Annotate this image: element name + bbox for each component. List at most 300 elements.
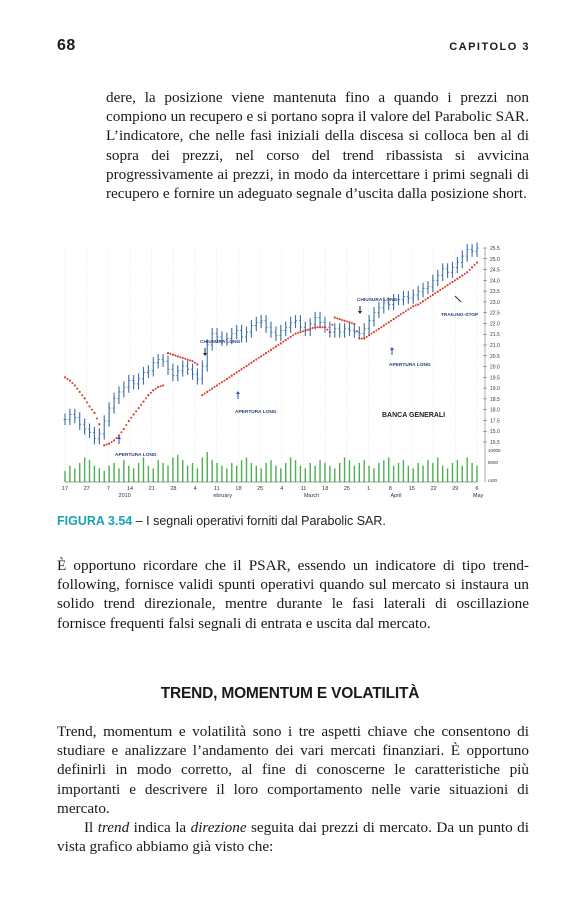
psar-dot (341, 319, 343, 321)
x-tick-label: 4 (280, 486, 284, 492)
psar-dot (196, 363, 198, 365)
psar-dot (429, 296, 431, 298)
psar-dot (397, 315, 399, 317)
x-tick-label: 15 (408, 486, 416, 492)
psar-dot (133, 413, 135, 415)
volume-bar (314, 466, 315, 482)
psar-dot (353, 323, 355, 325)
y-tick-label: 20.0 (490, 364, 500, 371)
psar-dot (69, 379, 71, 381)
psar-dot (240, 368, 242, 370)
psar-dot (280, 342, 282, 344)
psar-dot (302, 330, 304, 332)
psar-dot (265, 352, 267, 354)
psar-dot (268, 350, 270, 352)
annotation-label: APERTURA LONG (389, 363, 431, 368)
psar-dot (93, 412, 95, 414)
x-tick-label: 17 (61, 486, 69, 492)
annotation-label: CHIUSURA LONG (200, 340, 241, 345)
y-axis (483, 246, 501, 483)
psar-dot (390, 320, 392, 322)
volume-bar (275, 466, 276, 482)
y-tick-label: 17.5 (490, 418, 500, 425)
volume-bar (437, 457, 438, 482)
volume-bar (133, 468, 134, 482)
psar-dot (287, 338, 289, 340)
volume-bar (108, 466, 109, 482)
volume-bar (359, 463, 360, 482)
psar-dot (108, 443, 110, 445)
volume-bar (334, 468, 335, 482)
psar-dot (140, 404, 142, 406)
psar-dot (150, 392, 152, 394)
psar-dot (137, 407, 139, 409)
psar-dot (157, 386, 159, 388)
psar-dot (275, 346, 277, 348)
volume-bar (138, 463, 139, 482)
psar-dot (216, 384, 218, 386)
psar-dot (351, 322, 353, 324)
psar-dot (76, 388, 78, 390)
psar-dot (464, 273, 466, 275)
volume-bar (324, 463, 325, 482)
x-tick-label: 11 (213, 486, 220, 492)
volume-bar (270, 460, 271, 482)
psar-dot (446, 284, 448, 286)
y-tick-label: 19.0 (490, 386, 500, 393)
x-tick-label: 25 (343, 486, 350, 492)
psar-dot (106, 443, 108, 445)
annotation-arrowhead (117, 436, 121, 439)
psar-dot (111, 441, 113, 443)
psar-dot (125, 424, 127, 426)
psar-dot (373, 331, 375, 333)
psar-dot (147, 394, 149, 396)
psar-dot (474, 264, 476, 266)
psar-dot (385, 323, 387, 325)
volume-bar (408, 466, 409, 482)
x-tick-label: 25 (257, 486, 264, 492)
psar-dot (243, 367, 245, 369)
psar-dot (142, 400, 144, 402)
psar-dot (388, 321, 390, 323)
psar-dot (375, 329, 377, 331)
psar-dot (425, 299, 427, 301)
volume-bar (319, 460, 320, 482)
psar-dot (432, 294, 434, 296)
psar-dot (361, 338, 363, 340)
psar-dot (182, 357, 184, 359)
psar-dot (439, 289, 441, 291)
volume-bar (432, 463, 433, 482)
figure-caption (57, 514, 386, 528)
volume-bar (398, 463, 399, 482)
volume-bar (260, 468, 261, 482)
y-tick-label: 22.5 (490, 310, 500, 317)
psar-dot (314, 326, 316, 328)
volume-bar (422, 466, 423, 482)
annotation-label: APERTURA LONG (235, 410, 277, 415)
volume-bar (236, 466, 237, 482)
psar-dot (444, 286, 446, 288)
psar-dot (270, 349, 272, 351)
psar-dot (356, 330, 358, 332)
psar-dot (96, 418, 98, 420)
chapter-title: CAPITOLO 3 (449, 41, 530, 53)
y-tick-label: 22.0 (490, 321, 500, 328)
annotation-arrowhead (358, 311, 362, 314)
volume-bar (329, 466, 330, 482)
psar-dot (81, 394, 83, 396)
psar-chart (57, 240, 512, 506)
psar-dot (238, 370, 240, 372)
psar-dot (187, 358, 189, 360)
psar-dot (135, 410, 137, 412)
psar-dot (71, 382, 73, 384)
psar-dot (245, 365, 247, 367)
x-tick-label: 4 (193, 486, 197, 492)
psar-dot (454, 279, 456, 281)
psar-dot (304, 329, 306, 331)
paragraph-4 (57, 818, 529, 856)
x-tick-label: 8 (388, 486, 392, 492)
psar-dot (91, 409, 93, 411)
psar-dot (466, 271, 468, 273)
psar-dot (248, 363, 250, 365)
section-title: TREND, MOMENTUM E VOLATILITÀ (160, 685, 420, 702)
x-tick-label: 21 (148, 486, 155, 492)
x-tick-label: 14 (126, 486, 134, 492)
volume-bar (368, 466, 369, 482)
psar-dot (98, 423, 100, 425)
volume-bar (246, 457, 247, 482)
volume-bar (172, 457, 173, 482)
psar-dot (84, 397, 86, 399)
volume-label: 5000 (488, 460, 499, 465)
psar-dot (219, 383, 221, 385)
x-tick-label: 7 (106, 486, 110, 492)
psar-dot (400, 313, 402, 315)
volume-bar (265, 463, 266, 482)
psar-dot (368, 334, 370, 336)
x-period-label: March (303, 493, 320, 499)
psar-dot (407, 308, 409, 310)
volume-bar (202, 457, 203, 482)
x-tick-label: 18 (322, 486, 329, 492)
psar-dot (145, 397, 147, 399)
psar-dot (451, 281, 453, 283)
volume-bar (285, 463, 286, 482)
psar-dot (120, 431, 122, 433)
psar-dot (297, 332, 299, 334)
psar-dot (250, 362, 252, 364)
x-period-label: April (390, 493, 402, 499)
volume-bar (295, 460, 296, 482)
y-tick-label: 15.5 (490, 440, 500, 446)
volume-bar (79, 463, 80, 482)
x-axis (62, 482, 484, 499)
psar-dot (113, 439, 115, 441)
volume-bar (64, 471, 65, 482)
volume-bar (192, 463, 193, 482)
psar-dot (322, 326, 324, 328)
psar-dot (476, 261, 478, 263)
psar-dot (74, 384, 76, 386)
volume-bar (207, 452, 208, 482)
p4-text-c: seguita dai prezzi di mercato. Da un punto di vista grafico abbiamo già visto che: (57, 819, 529, 856)
psar-dot (206, 391, 208, 393)
volume-bar (216, 463, 217, 482)
psar-dot (456, 278, 458, 280)
caption-label: FIGURA 3.54 (57, 514, 133, 528)
y-tick-label: 23.5 (490, 289, 500, 296)
psar-dot (258, 357, 260, 359)
psar-dot (363, 337, 365, 339)
psar-dot (223, 380, 225, 382)
psar-dot (437, 291, 439, 293)
psar-dot (172, 354, 174, 356)
psar-dot (319, 326, 321, 328)
psar-dot (402, 312, 404, 314)
volume-bar (113, 463, 114, 482)
psar-dot (378, 328, 380, 330)
psar-dot (343, 320, 345, 322)
psar-dot (434, 292, 436, 294)
x-tick-label: 1 (367, 486, 371, 492)
psar-dot (160, 385, 162, 387)
y-tick-label: 24.5 (490, 267, 500, 274)
volume-bar (383, 460, 384, 482)
y-tick-label: 15.0 (490, 429, 500, 436)
volume-bar (226, 468, 227, 482)
volume-bar (89, 460, 90, 482)
annotation-label: APERTURA LONG (115, 453, 157, 458)
psar-dot (211, 388, 213, 390)
annotation-arrow (455, 296, 461, 302)
x-tick-label: 27 (83, 486, 90, 492)
volume-bar (94, 466, 95, 482)
caption-text: – I segnali operativi forniti dal Parabolic SAR. (132, 514, 386, 528)
volume-bar (99, 468, 100, 482)
y-tick-label: 20.5 (490, 353, 500, 360)
psar-dot (236, 371, 238, 373)
psar-dot (393, 318, 395, 320)
psar-dot (233, 373, 235, 375)
psar-dot (263, 354, 265, 356)
psar-dot (427, 297, 429, 299)
psar-dot (371, 333, 373, 335)
volume-bar (143, 457, 144, 482)
volume-bar (128, 466, 129, 482)
y-tick-label: 24.0 (490, 278, 500, 285)
psar-dot (152, 389, 154, 391)
x-period-label: ebruary (213, 493, 232, 499)
volume-bar (167, 466, 168, 482)
volume-bar (310, 463, 311, 482)
psar-dot (282, 341, 284, 343)
paragraph-2: È opportuno ricordare che il PSAR, essendo un indicatore di tipo trend-following, fornisce validi spunti operativi quando sul mercato si instaura un solido trend direzionale, mentre durante le fasi laterali di oscillazione fornisce frequenti falsi segnali di entrata e uscita dal mercato. (57, 557, 529, 632)
psar-dot (162, 384, 164, 386)
p4-text-b: indica la (129, 819, 191, 836)
volume-bar (231, 463, 232, 482)
psar-dot (86, 401, 88, 403)
psar-dot (272, 347, 274, 349)
volume-bar (476, 466, 477, 482)
page-number: 68 (57, 37, 76, 54)
psar-dot (410, 307, 412, 309)
psar-dot (66, 378, 68, 380)
volume-bar (373, 468, 374, 482)
psar-dot (177, 355, 179, 357)
psar-dot (79, 391, 81, 393)
volume-bar (211, 460, 212, 482)
psar-dot (422, 300, 424, 302)
volume-bar (388, 457, 389, 482)
y-tick-label: 21.5 (490, 332, 500, 339)
volume-bar (251, 463, 252, 482)
psar-dot (128, 420, 130, 422)
volume-bar (84, 457, 85, 482)
psar-dot (201, 394, 203, 396)
psar-dot (358, 337, 360, 339)
y-tick-label: 25.5 (490, 246, 500, 252)
volume-bar (471, 463, 472, 482)
volume-bar (417, 463, 418, 482)
psar-dot (412, 305, 414, 307)
volume-bar (393, 466, 394, 482)
psar-dot (380, 326, 382, 328)
p4-term-direzione: direzione (190, 819, 247, 836)
annotation-arrowhead (390, 347, 394, 350)
x-tick-label: 22 (430, 486, 437, 492)
volume-bar (462, 466, 463, 482)
volume-bar (344, 457, 345, 482)
volume-bar (300, 466, 301, 482)
volume-bar (442, 466, 443, 482)
volume-bar (354, 466, 355, 482)
volume-bar (74, 468, 75, 482)
psar-dot (329, 331, 331, 333)
psar-dot (309, 328, 311, 330)
volume-bar (187, 466, 188, 482)
volume-bar (339, 463, 340, 482)
x-tick-label: 6 (475, 486, 479, 492)
psar-dot (214, 386, 216, 388)
volume-bar (363, 460, 364, 482)
y-tick-label: 18.0 (490, 407, 500, 414)
psar-dot (469, 269, 471, 271)
volume-bar (104, 471, 105, 482)
y-tick-label: 18.5 (490, 396, 500, 403)
volume-bar (221, 466, 222, 482)
volume-bar (162, 463, 163, 482)
psar-dot (442, 287, 444, 289)
annotation-label: CHIUSURA LONG (357, 298, 398, 303)
volume-label: ro00 (488, 478, 498, 483)
volume-bar (256, 466, 257, 482)
volume-bar (466, 457, 467, 482)
volume-bar (123, 460, 124, 482)
psar-dot (348, 321, 350, 323)
annotation-label: TRAILING-STOP (441, 313, 479, 318)
psar-dot (471, 266, 473, 268)
volume-bar (241, 460, 242, 482)
psar-dot (123, 428, 125, 430)
psar-dot (459, 276, 461, 278)
psar-dot (204, 393, 206, 395)
paragraph-3: Trend, momentum e volatilità sono i tre aspetti chiave che consentono di studiare e analizzare l’andamento dei vari mercati finanziari. È opportuno definirli in modo corretto, al fine di conoscerne le caratteristiche più importanti e descrivere il loro comportamento nelle varie situazioni di mercato. (57, 723, 529, 817)
volume-bar (457, 460, 458, 482)
psar-dot (366, 336, 368, 338)
volume-bar (153, 468, 154, 482)
psar-dot (294, 333, 296, 335)
volume-label: 10000 (488, 448, 501, 453)
volume-bar (177, 455, 178, 482)
psar-dot (88, 405, 90, 407)
volume-bar (403, 460, 404, 482)
volume-bar (148, 466, 149, 482)
psar-dot (130, 417, 132, 419)
psar-dot (194, 362, 196, 364)
psar-dot (116, 437, 118, 439)
volume-bar (69, 466, 70, 482)
psar-dot (299, 331, 301, 333)
y-tick-label: 21.0 (490, 343, 500, 349)
y-tick-label: 25.0 (490, 256, 500, 263)
psar-dot (221, 381, 223, 383)
psar-dot (405, 310, 407, 312)
x-tick-label: 28 (170, 486, 177, 492)
psar-dot (307, 329, 309, 331)
volume-bar (118, 468, 119, 482)
psar-dot (383, 325, 385, 327)
volume-bar (447, 468, 448, 482)
psar-dot (346, 321, 348, 323)
volume-bar (157, 460, 158, 482)
psar-dot (174, 355, 176, 357)
volume-bar (280, 468, 281, 482)
psar-dot (461, 274, 463, 276)
psar-dot (260, 355, 262, 357)
volume-bar (305, 468, 306, 482)
psar-dot (285, 339, 287, 341)
psar-dot (189, 359, 191, 361)
psar-dot (449, 283, 451, 285)
annotation-arrowhead (203, 353, 207, 356)
volume-bar (427, 460, 428, 482)
psar-dot (312, 327, 314, 329)
psar-dot (184, 358, 186, 360)
psar-dot (292, 334, 294, 336)
y-tick-label: 23.0 (490, 299, 500, 306)
psar-dot (228, 376, 230, 378)
x-tick-label: 29 (452, 486, 459, 492)
y-tick-label: 19.5 (490, 375, 500, 382)
volume-bar (290, 457, 291, 482)
psar-dot (420, 302, 422, 304)
psar-dot (277, 344, 279, 346)
volume-bar (452, 463, 453, 482)
volume-bar (182, 460, 183, 482)
psar-dot (169, 353, 171, 355)
volume-bar (378, 463, 379, 482)
psar-dot (253, 360, 255, 362)
volume-bar (349, 460, 350, 482)
annotations (115, 296, 479, 458)
psar-dot (155, 388, 157, 390)
psar-dot (167, 352, 169, 354)
psar-dot (395, 317, 397, 319)
